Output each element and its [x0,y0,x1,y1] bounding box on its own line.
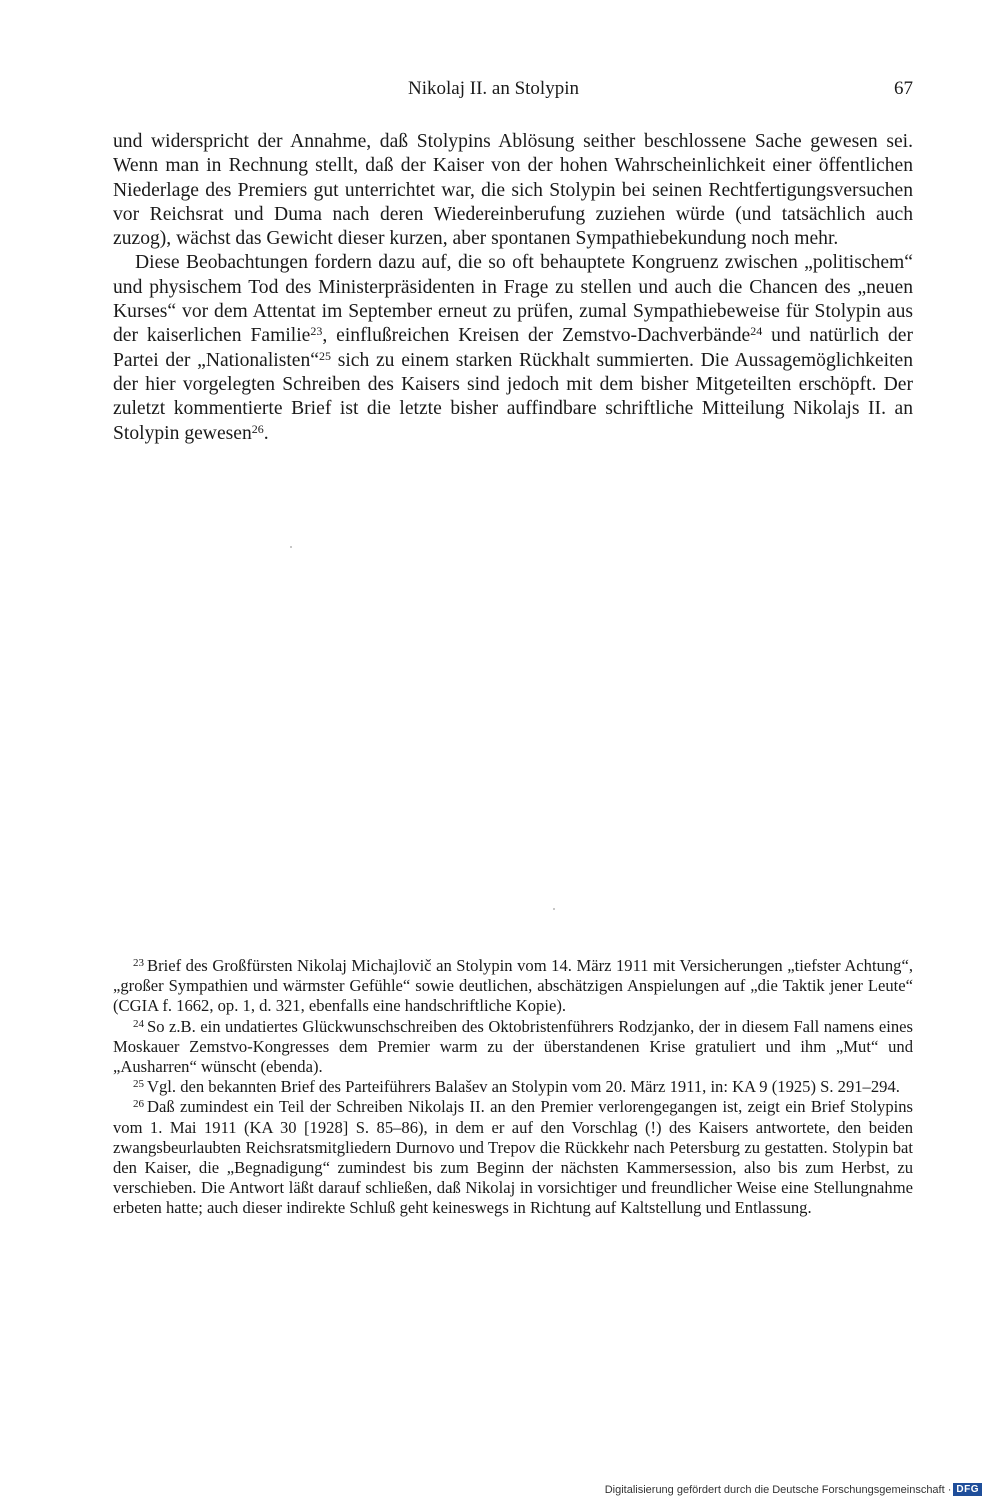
paragraph-2-part-a: Diese Beobachtungen fordern dazu auf, die so oft behauptete Kongruenz zwischen „politischem“ und physischem Tod des Ministerpräsidenten in Frage zu stellen und auch die Chancen des „neuen Kurses“ vor dem Attentat im September erneut zu prüfen, zumal Sympathiebeweise für Stolypin aus der kaiserlichen Familie [113,252,913,347]
footnote-number: 23 [133,957,144,969]
footnote-number: 24 [133,1017,144,1030]
footnotes [113,956,913,1219]
footnote-ref-26: 26 [251,421,264,436]
paragraph-2 [113,251,913,445]
footnote-number: 26 [133,1098,144,1111]
footnote-text: Daß zumindest ein Teil der Schreiben Nikolajs II. an den Premier verlorengegangen ist, zeigt ein Brief Stolypins vom 1. Mai 1911 (KA 30 [1928] S. 85–86), in dem er auf den Vorschlag (!) des Kaisers antwortete, den beiden zwangsbeurlaubten Reichsratsmitgliedern Durnovo und Trepov die Rückkehr nach Petersburg zu gestatten. Stolypin bat den Kaiser, die „Begnadigung“ zumindest bis zum Beginn der nächsten Kammersession, also bis zum Herbst, zu verschieben. Die Antwort läßt darauf schließen, daß Nikolaj in vorsichtiger und freundlicher Weise eine Stellungnahme erbeten hatte; auch dieser indirekte Schluß geht keineswegs in Richtung auf Kaltstellung und Entlassung. [113,1097,913,1218]
footnote-text: So z.B. ein undatiertes Glückwunschschreiben des Oktobristenführers Rodzjanko, der in diesem Fall namens eines Moskauer Zemstvo-Kongresses dem Premier warm zu der überstandenen Krise gratuliert und ihm „Mut“ und „Ausharren“ wünscht (ebenda). [113,1016,913,1077]
dfg-logo: DFG [953,1483,982,1496]
paragraph-2-part-c: und natürlich der Partei der „Nationalisten“ [113,325,913,371]
paragraph-2-part-e: . [263,422,269,444]
running-title: Nikolaj II. an Stolypin [408,78,579,99]
footnote-25 [113,1077,913,1097]
footnote-ref-24: 24 [750,324,763,339]
credit-text: Digitalisierung gefördert durch die Deutsche Forschungsgemeinschaft · [604,1483,952,1496]
footnote-text: Vgl. den bekannten Brief des Parteiführers Balašev an Stolypin vom 20. März 1911, in: KA 9 (1925) S. 291–294. [147,1077,900,1097]
main-text [113,130,913,446]
footnote-text: Brief des Großfürsten Nikolaj Michajlovič an Stolypin vom 14. März 1911 mit Versicherungen „tiefster Achtung“, „großer Sympathien und wärmster Gefühle“ sowie deutlichen, abschätzigen Anspielungen auf „die Taktik jener Leute“ (CGIA f. 1662, op. 1, d. 321, ebenfalls eine handschriftliche Kopie). [113,956,913,1016]
footnote-number: 25 [133,1078,144,1091]
footnote-23 [113,956,913,1017]
paragraph-2-part-d: sich zu einem starken Rückhalt summierten. Die Aussagemöglichkeiten der hier vorgelegten Schreiben des Kaisers sind jedoch mit dem bisher Mitgeteilten erschöpft. Der zuletzt kommentierte Brief ist die letzte bisher auffindbare schriftliche Mitteilung Nikolajs II. an Stolypin gewesen [113,349,914,444]
running-head [113,78,913,108]
paragraph-1: und widerspricht der Annahme, daß Stolypins Ablösung seither beschlossene Sache gewesen sei. Wenn man in Rechnung stellt, daß der Kaiser von der hohen Wahrscheinlichkeit einer öffentlichen Niederlage des Premiers gut unterrichtet war, die sich Stolypin bei seinen Rechtfertigungsversuchen vor Reichsrat und Duma nach deren Wiedereinberufung zuziehen würde (und tatsächlich auch zuzog), wächst das Gewicht dieser kurzen, aber spontanen Sympathiebekundung noch mehr. [113,131,913,250]
page-number: 67 [894,78,913,99]
footnote-24 [113,1017,913,1078]
footnote-ref-25: 25 [319,348,332,363]
paragraph-2-part-b: , einflußreichen Kreisen der Zemstvo-Dachverbände [322,325,751,347]
footnote-ref-23: 23 [310,324,323,339]
scan-speck [553,908,555,910]
digitization-credit [605,1483,982,1496]
scan-speck [290,546,292,548]
footnote-26 [113,1097,913,1218]
